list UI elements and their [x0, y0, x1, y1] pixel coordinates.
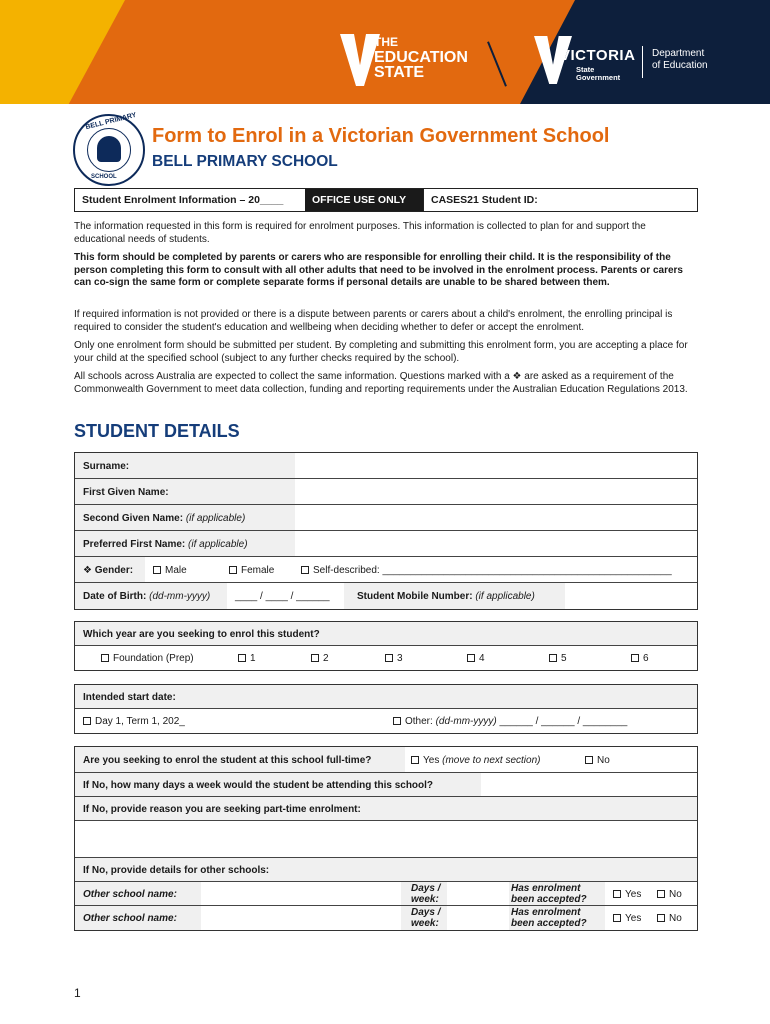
bell-icon — [97, 136, 121, 162]
year-option-label: 1 — [250, 653, 256, 664]
full-time-box — [74, 746, 698, 931]
dob-blank: ____ / ____ / ______ — [235, 591, 330, 602]
checkbox-icon[interactable] — [311, 654, 319, 662]
full-time-options-area — [405, 747, 697, 772]
accepted-no-option[interactable] — [657, 913, 682, 924]
year-options-row — [75, 646, 697, 670]
preferred-name-note: (if applicable) — [188, 539, 248, 550]
dob-input[interactable] — [227, 583, 344, 609]
days-question-row — [75, 773, 697, 797]
second-name-text: Second Given Name: — [83, 513, 184, 524]
preferred-name-text: Preferred First Name: — [83, 539, 186, 550]
mobile-note: (if applicable) — [475, 591, 535, 602]
edu-line3: STATE — [374, 64, 425, 81]
enrolment-info-bar — [74, 188, 698, 212]
preferred-name-row — [75, 531, 697, 557]
year-option-6[interactable] — [631, 653, 649, 664]
days-week-label — [411, 883, 440, 905]
other-schools-row — [75, 858, 697, 882]
checkbox-icon[interactable] — [657, 914, 665, 922]
year-option-label: 3 — [397, 653, 403, 664]
mobile-text: Student Mobile Number: — [357, 591, 473, 602]
gender-self-described-label: Self-described: ____________________________________________________ — [313, 565, 672, 576]
logo-divider — [642, 46, 643, 78]
start-option-other-note: (dd-mm-yyyy) — [435, 716, 497, 727]
has-enrolment-label — [511, 907, 587, 929]
surname-label: Surname: — [83, 461, 130, 472]
seal-bottom-text: SCHOOL — [91, 174, 117, 180]
commonwealth-paragraph: All schools across Australia are expected to collect the same information. Questions marked with a ❖ are asked as a requirement of the Commonwealth Government to meet data collection, funding and reporting requirements under the Australian Education Regulations 2013. — [74, 371, 688, 395]
dept-line1: Department — [652, 48, 705, 59]
checkbox-icon[interactable] — [657, 890, 665, 898]
section-title-student-details: STUDENT DETAILS — [74, 421, 240, 441]
year-option-3[interactable] — [385, 653, 403, 664]
days-week-line1: Days / — [411, 907, 441, 918]
year-option-foundation[interactable] — [101, 653, 194, 664]
first-name-label: First Given Name: — [83, 487, 169, 498]
days-question: If No, how many days a week would the student be attending this school? — [83, 780, 434, 791]
office-use-only: OFFICE USE ONLY — [305, 189, 423, 211]
checkbox-icon[interactable] — [411, 756, 419, 764]
start-option-day1-label: Day 1, Term 1, 202_ — [95, 716, 185, 727]
year-question-row — [75, 622, 697, 646]
full-time-question: Are you seeking to enrol the student at this school full-time? — [83, 755, 372, 766]
student-details-box — [74, 452, 698, 610]
other-school-row-2 — [75, 906, 697, 930]
start-option-other[interactable] — [393, 716, 627, 727]
has-enrolment-line2: been accepted? — [511, 918, 587, 929]
accepted-yes-label: Yes — [625, 889, 642, 900]
year-option-label: 6 — [643, 653, 649, 664]
year-question: Which year are you seeking to enrol this student? — [83, 629, 320, 640]
second-name-label — [83, 513, 245, 524]
other-school-name-label: Other school name: — [83, 889, 177, 900]
student-enrolment-info: Student Enrolment Information – 20____ — [82, 194, 284, 206]
start-option-other-blank: ______ / ______ / ________ — [499, 716, 628, 727]
gender-male-label: Male — [165, 565, 187, 576]
preferred-name-input[interactable] — [295, 531, 697, 556]
has-enrolment-line2: been accepted? — [511, 894, 587, 905]
has-enrolment-label — [511, 883, 587, 905]
surname-input[interactable] — [295, 453, 697, 478]
dob-text: Date of Birth: — [83, 591, 147, 602]
government-text: Government — [576, 73, 621, 82]
days-week-line2: week: — [411, 918, 439, 929]
surname-row — [75, 453, 697, 479]
checkbox-icon[interactable] — [467, 654, 475, 662]
dispute-paragraph: If required information is not provided or there is a dispute between parents or carers about a child's enrolment, the enrolling principal is required to consider the student's education and wellbeing when deciding whether to defer or accept the enrolment. — [74, 309, 673, 333]
checkbox-icon[interactable] — [153, 566, 161, 574]
mobile-label — [357, 591, 535, 602]
accepted-options-area — [605, 882, 697, 905]
state-government-text — [576, 66, 620, 82]
education-state-logo-text — [374, 35, 468, 80]
full-time-yes-option[interactable] — [411, 755, 540, 766]
gender-male-option[interactable] — [153, 565, 187, 576]
form-title: Form to Enrol in a Victorian Government School — [152, 125, 610, 147]
days-week-line1: Days / — [411, 883, 441, 894]
checkbox-icon[interactable] — [229, 566, 237, 574]
mobile-input[interactable] — [565, 583, 697, 609]
one-form-paragraph: Only one enrolment form should be submitted per student. By completing and submitting this enrolment form, you are accepting a place for your child at the specified school (subject to any further checks required by the school). — [74, 340, 688, 364]
edu-line2: EDUCATION — [374, 49, 468, 66]
gender-female-option[interactable] — [229, 565, 274, 576]
checkbox-icon[interactable] — [385, 654, 393, 662]
reason-input[interactable] — [75, 821, 697, 858]
full-time-no-label: No — [597, 755, 610, 766]
accepted-no-label: No — [669, 889, 682, 900]
gender-label: ❖ Gender: — [83, 565, 134, 576]
victoria-logo-text: VICTORIA — [560, 47, 636, 64]
banner-yellow-shape — [0, 0, 125, 104]
second-name-row — [75, 505, 697, 531]
reason-question: If No, provide reason you are seeking part-time enrolment: — [83, 804, 361, 815]
edu-line1: THE — [374, 35, 398, 49]
start-option-other-label: Other: — [405, 716, 433, 727]
full-time-no-option[interactable] — [585, 755, 610, 766]
year-option-1[interactable] — [238, 653, 256, 664]
days-week-line2: week: — [411, 894, 439, 905]
year-option-label: Foundation (Prep) — [113, 653, 194, 664]
has-enrolment-line1: Has enrolment — [511, 883, 581, 894]
days-week-input[interactable] — [447, 882, 509, 905]
checkbox-icon[interactable] — [549, 654, 557, 662]
other-school-row-1 — [75, 882, 697, 906]
dept-line2: of Education — [652, 60, 708, 71]
checkbox-icon[interactable] — [83, 717, 91, 725]
full-time-question-row — [75, 747, 697, 773]
days-input[interactable] — [481, 773, 697, 796]
header-banner — [0, 0, 770, 104]
other-schools-question: If No, provide details for other schools: — [83, 865, 270, 876]
checkbox-icon[interactable] — [301, 566, 309, 574]
checkbox-icon[interactable] — [238, 654, 246, 662]
gender-row — [75, 557, 697, 583]
days-week-label — [411, 907, 440, 929]
checkbox-icon[interactable] — [613, 914, 621, 922]
page-number: 1 — [74, 986, 81, 1000]
year-option-label: 4 — [479, 653, 485, 664]
school-seal-logo — [73, 111, 145, 186]
start-date-options-row — [75, 709, 697, 733]
accepted-yes-option[interactable] — [613, 889, 641, 900]
school-name: BELL PRIMARY SCHOOL — [152, 153, 338, 170]
checkbox-icon[interactable] — [613, 890, 621, 898]
other-school-name-label: Other school name: — [83, 913, 177, 924]
seal-top-text: BELL PRIMARY — [84, 111, 138, 132]
dob-label — [83, 591, 210, 602]
gender-female-label: Female — [241, 565, 275, 576]
state-text: State — [576, 65, 595, 74]
start-date-box — [74, 684, 698, 734]
accepted-no-option[interactable] — [657, 889, 682, 900]
days-week-input[interactable] — [447, 906, 509, 930]
dob-note: (dd-mm-yyyy) — [149, 591, 211, 602]
first-name-row — [75, 479, 697, 505]
preferred-name-label — [83, 539, 248, 550]
start-date-label-row — [75, 685, 697, 709]
start-date-label: Intended start date: — [83, 692, 176, 703]
has-enrolment-line1: Has enrolment — [511, 907, 581, 918]
checkbox-icon[interactable] — [393, 717, 401, 725]
gender-self-described-option[interactable] — [301, 565, 672, 576]
accepted-no-label: No — [669, 913, 682, 924]
other-school-name-input[interactable] — [201, 906, 401, 930]
year-option-5[interactable] — [549, 653, 567, 664]
year-option-label: 2 — [323, 653, 329, 664]
logo-divider-slash — [487, 41, 507, 86]
first-name-input[interactable] — [295, 479, 697, 504]
checkbox-icon[interactable] — [101, 654, 109, 662]
checkbox-icon[interactable] — [631, 654, 639, 662]
second-name-input[interactable] — [295, 505, 697, 530]
full-time-yes-label: Yes — [423, 755, 440, 766]
year-option-2[interactable] — [311, 653, 329, 664]
checkbox-icon[interactable] — [585, 756, 593, 764]
dob-row — [75, 583, 697, 609]
department-text — [652, 48, 708, 72]
full-time-yes-note: (move to next section) — [442, 755, 541, 766]
year-option-4[interactable] — [467, 653, 485, 664]
accepted-yes-option[interactable] — [613, 913, 641, 924]
cases21-student-id: CASES21 Student ID: — [423, 189, 697, 211]
year-level-box — [74, 621, 698, 671]
year-option-label: 5 — [561, 653, 567, 664]
start-option-day1[interactable] — [83, 716, 185, 727]
gender-options-area — [145, 557, 697, 582]
reason-question-row — [75, 797, 697, 821]
accepted-options-area — [605, 906, 697, 930]
responsibility-paragraph: This form should be completed by parents or carers who are responsible for enrolling their child. It is the responsibility of the person completing this form to consult with all other adults that need to be involved in the enrolment process. Parents or carers can co-sign the same form or complete separate forms if personal details are unable to be shared between them. — [74, 252, 683, 288]
second-name-note: (if applicable) — [185, 513, 246, 524]
accepted-yes-label: Yes — [625, 913, 642, 924]
other-school-name-input[interactable] — [201, 882, 401, 905]
intro-paragraph: The information requested in this form is required for enrolment purposes. This information is collected to plan for and support the educational needs of students. — [74, 221, 646, 245]
